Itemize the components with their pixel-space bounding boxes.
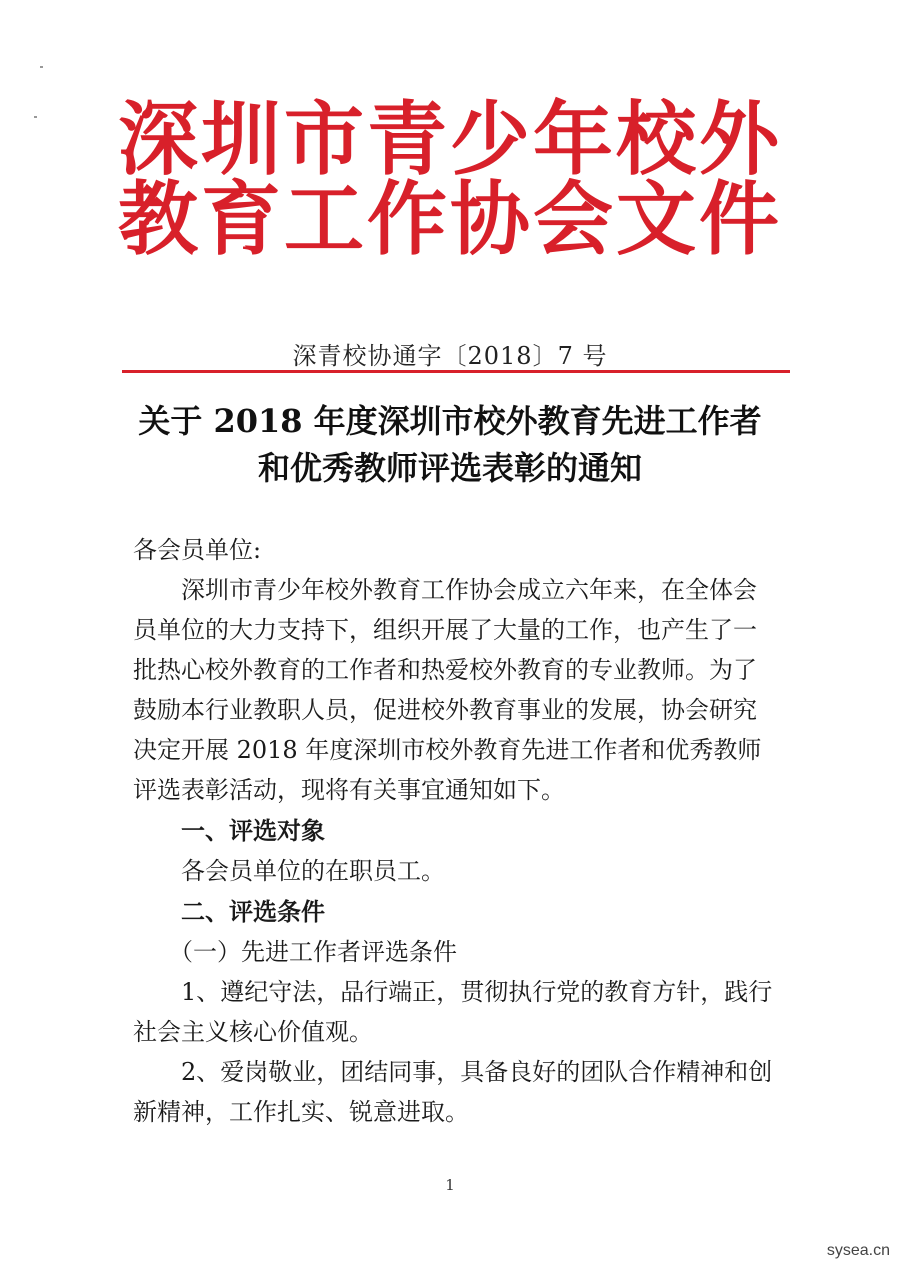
header-title-line1: 深圳市青少年校外 — [118, 93, 782, 186]
sub-heading-1: （一）先进工作者评选条件 — [169, 938, 457, 966]
section-heading-2: 二、评选条件 — [181, 897, 325, 926]
section-heading-1: 一、评选对象 — [181, 816, 325, 845]
salutation: 各会员单位: — [133, 536, 262, 564]
document-body — [133, 530, 773, 1132]
criteria-item-2: 2、爱岗敬业，团结同事，具备良好的团队合作精神和创新精神，工作扎实、锐意进取。 — [133, 1058, 773, 1126]
document-number: 深青校协通字〔2018〕7 号 — [292, 342, 608, 370]
notice-title-line1: 关于 2018 年度深圳市校外教育先进工作者 — [138, 402, 762, 440]
watermark-text: sysea.cn — [826, 1242, 890, 1259]
page-number: 1 — [445, 1176, 455, 1194]
intro-paragraph: 深圳市青少年校外教育工作协会成立六年来，在全体会员单位的大力支持下，组织开展了大量的工作，也产生了一批热心校外教育的工作者和热爱校外教育的专业教师。为了鼓励本行业教职人员，促进校外教育事业的发展，协会研究决定开展 2018 年度深圳市校外教育先进工作者和优秀教师评选表彰活动，现将有关事宜通知如下。 — [133, 576, 762, 804]
notice-title-line2: 和优秀教师评选表彰的通知 — [257, 449, 642, 487]
criteria-item-1: 1、遵纪守法，品行端正，贯彻执行党的教育方针，践行社会主义核心价值观。 — [133, 978, 773, 1046]
header-title-line2: 教育工作协会文件 — [118, 173, 782, 266]
red-divider-line — [122, 370, 790, 373]
section-1-text: 各会员单位的在职员工。 — [181, 857, 445, 885]
scan-speck — [40, 66, 43, 68]
